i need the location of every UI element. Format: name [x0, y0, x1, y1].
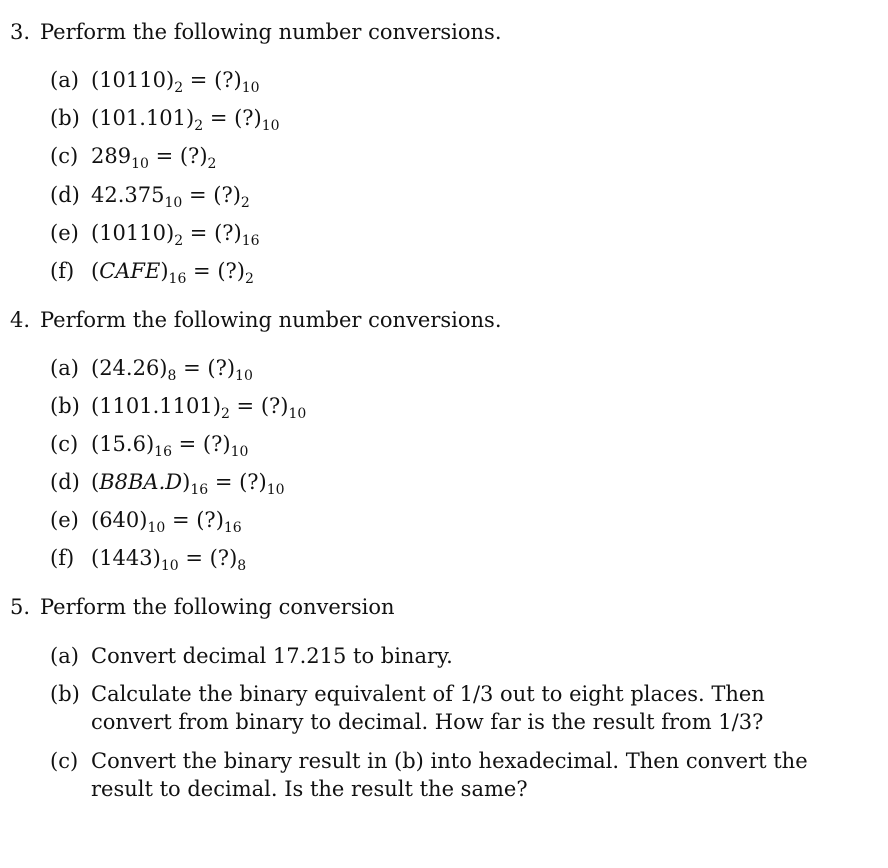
question-4-number: 4. [10, 308, 31, 332]
q3-b-label: (b) [50, 106, 80, 130]
q3-c-label: (c) [50, 144, 79, 168]
q4-f-label: (f) [50, 546, 75, 570]
q4-b-expression: $(1101.1101)_2$ = $(?)_{10}$ [91, 394, 307, 422]
q4-a-label: (a) [50, 356, 79, 380]
q5-c-label: (c) [50, 749, 79, 773]
q4-d-expression: $(B8BA.D)_{16}$ = $(?)_{10}$ [91, 470, 285, 498]
q4-b-label: (b) [50, 394, 80, 418]
q3-f-expression: $(CAFE)_{16}$ = $(?)_2$ [91, 259, 254, 287]
question-3-number: 3. [10, 20, 31, 44]
q3-c-expression: $289_{10}$ = $(?)_2$ [91, 144, 217, 172]
question-5-number: 5. [10, 595, 31, 619]
q5-a-label: (a) [50, 644, 79, 668]
q3-d-label: (d) [50, 183, 80, 207]
question-4-prompt: Perform the following number conversions. [40, 308, 502, 332]
q5-b-text: Calculate the binary equivalent of 1/3 out to eight places. Then convert from binary to decimal. How far is the result from 1/3? [91, 682, 765, 734]
q3-d-expression: $42.375_{10}$ = $(?)_2$ [91, 183, 250, 211]
q3-e-label: (e) [50, 221, 79, 245]
q4-e-label: (e) [50, 508, 79, 532]
q5-c-text: Convert the binary result in (b) into hexadecimal. Then convert the result to decimal. Is the result the same? [91, 749, 808, 801]
q3-b-expression: $(101.101)_2$ = $(?)_{10}$ [91, 106, 280, 134]
q5-a-text: Convert decimal 17.215 to binary. [91, 644, 453, 668]
q3-a-expression: $(10110)_2$ = $(?)_{10}$ [91, 68, 260, 96]
question-5-prompt: Perform the following conversion [40, 595, 395, 619]
q3-f-label: (f) [50, 259, 75, 283]
q4-c-expression: $(15.6)_{16}$ = $(?)_{10}$ [91, 432, 249, 460]
q4-c-label: (c) [50, 432, 79, 456]
q4-e-expression: $(640)_{10}$ = $(?)_{16}$ [91, 508, 242, 536]
q4-a-expression: $(24.26)_8$ = $(?)_{10}$ [91, 356, 253, 384]
q4-d-label: (d) [50, 470, 80, 494]
q3-a-label: (a) [50, 68, 79, 92]
q4-f-expression: $(1443)_{10}$ = $(?)_8$ [91, 546, 247, 574]
question-3-prompt: Perform the following number conversions. [40, 20, 502, 44]
q5-b-label: (b) [50, 682, 80, 706]
q3-e-expression: $(10110)_2$ = $(?)_{16}$ [91, 221, 260, 249]
